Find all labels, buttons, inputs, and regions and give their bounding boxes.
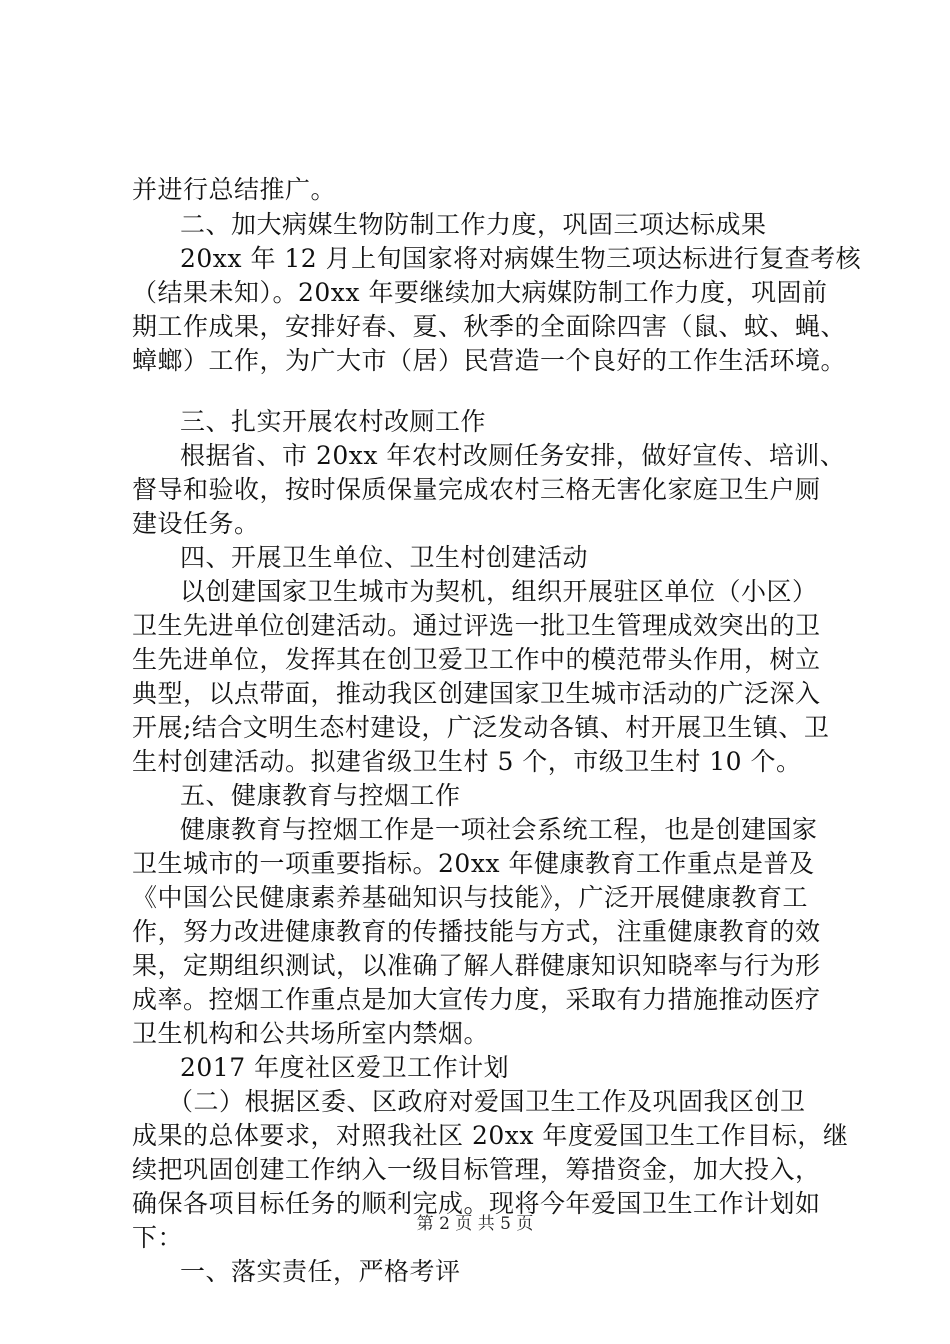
- text-line: 卫生先进单位创建活动。通过评选一批卫生管理成效突出的卫: [132, 611, 821, 640]
- text-line: 成率。控烟工作重点是加大宣传力度，采取有力措施推动医疗: [132, 985, 821, 1014]
- text-line: 成果的总体要求，对照我社区 20xx 年度爱国卫生工作目标，继: [132, 1121, 849, 1150]
- text-line: 《中国公民健康素养基础知识与技能》，广泛开展健康教育工: [132, 883, 809, 912]
- text-line: 果，定期组织测试，以准确了解人群健康知识知晓率与行为形: [132, 951, 821, 980]
- text-line: 并进行总结推广。: [132, 175, 337, 204]
- section-heading: 二、加大病媒生物防制工作力度，巩固三项达标成果: [180, 210, 767, 239]
- text-line: 以创建国家卫生城市为契机，组织开展驻区单位（小区）: [180, 577, 818, 606]
- text-line: 作，努力改进健康教育的传播技能与方式，注重健康教育的效: [132, 917, 821, 946]
- text-line: 20xx 年 12 月上旬国家将对病媒生物三项达标进行复查考核: [180, 244, 862, 273]
- text-line: 督导和验收，按时保质保量完成农村三格无害化家庭卫生户厕: [132, 475, 821, 504]
- text-line: 健康教育与控烟工作是一项社会系统工程，也是创建国家: [180, 815, 818, 844]
- text-line: 卫生城市的一项重要指标。20xx 年健康教育工作重点是普及: [132, 849, 815, 878]
- text-line: 开展;结合文明生态村建设，广泛发动各镇、村开展卫生镇、卫: [132, 713, 830, 742]
- text-line: 根据省、市 20xx 年农村改厕任务安排，做好宣传、培训、: [180, 441, 846, 470]
- text-line: （二）根据区委、区政府对爱国卫生工作及巩固我区创卫: [168, 1087, 806, 1116]
- section-heading: 五、健康教育与控烟工作: [180, 781, 461, 810]
- text-line: 生村创建活动。拟建省级卫生村 5 个，市级卫生村 10 个。: [132, 747, 802, 776]
- section-heading: 一、落实责任，严格考评: [180, 1257, 461, 1286]
- text-line: 续把巩固创建工作纳入一级目标管理，筹措资金，加大投入，: [132, 1155, 821, 1184]
- section-heading: 三、扎实开展农村改厕工作: [180, 407, 487, 436]
- section-heading: 四、开展卫生单位、卫生村创建活动: [180, 543, 589, 572]
- text-line: 卫生机构和公共场所室内禁烟。: [132, 1019, 490, 1048]
- text-line: 生先进单位，发挥其在创卫爱卫工作中的模范带头作用，树立: [132, 645, 821, 674]
- text-line: 下：: [132, 1223, 184, 1252]
- text-line: 建设任务。: [132, 509, 260, 538]
- text-line: 期工作成果，安排好春、夏、秋季的全面除四害（鼠、蚊、蝇、: [132, 312, 847, 341]
- document-title: 2017 年度社区爱卫工作计划: [180, 1053, 510, 1082]
- page-number: 第 2 页 共 5 页: [416, 1214, 534, 1234]
- text-line: 确保各项目标任务的顺利完成。现将今年爱国卫生工作计划如: [132, 1189, 821, 1218]
- text-line: 典型，以点带面，推动我区创建国家卫生城市活动的广泛深入: [132, 679, 821, 708]
- text-line: 蟑螂）工作，为广大市（居）民营造一个良好的工作生活环境。: [132, 346, 847, 375]
- text-line: （结果未知）。20xx 年要继续加大病媒防制工作力度，巩固前: [132, 278, 828, 307]
